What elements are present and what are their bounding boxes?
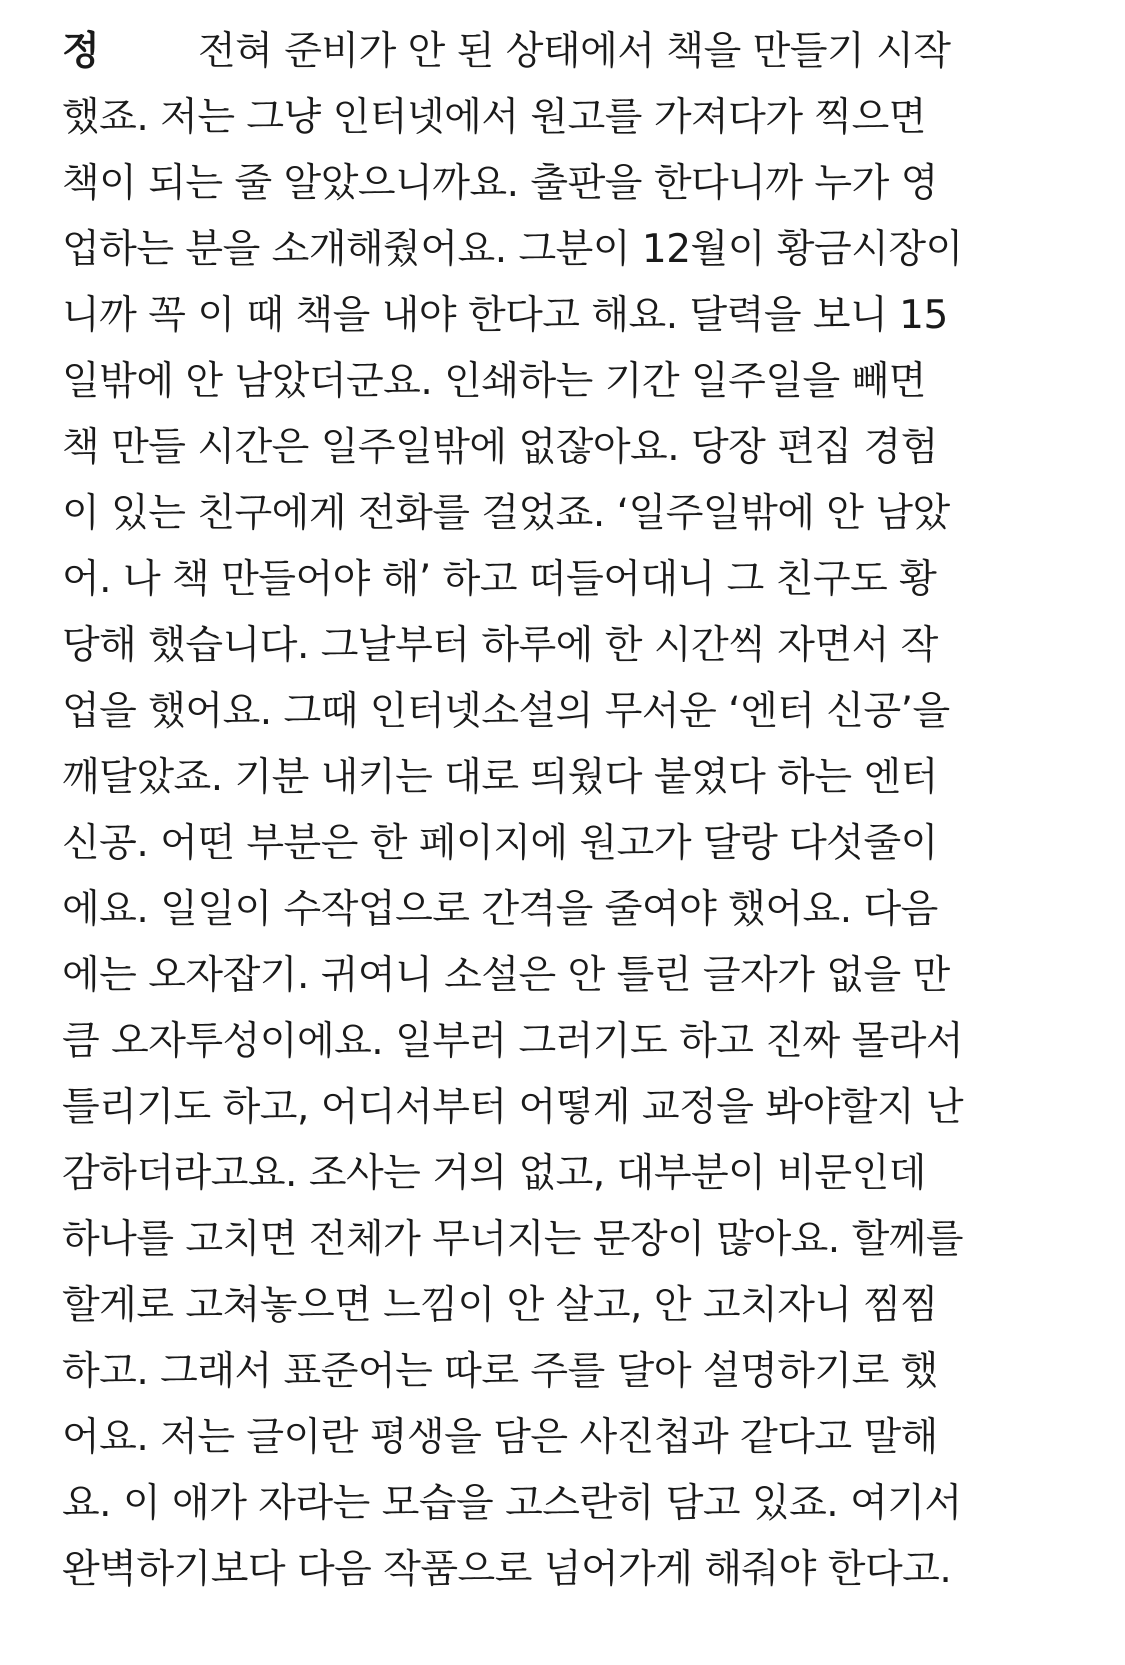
line-text: 전혀 준비가 안 된 상태에서 책을 만들기 시작 xyxy=(198,29,951,74)
text-line: 니까 꼭 이 때 책을 내야 한다고 해요. 달력을 보니 15 xyxy=(62,293,948,338)
text-line: 당해 했습니다. 그날부터 하루에 한 시간씩 자면서 작 xyxy=(62,623,938,668)
document-page xyxy=(62,0,1072,1665)
text-line: 완벽하기보다 다음 작품으로 넘어가게 해줘야 한다고. xyxy=(62,1547,952,1592)
text-line: 요. 이 애가 자라는 모습을 고스란히 담고 있죠. 여기서 xyxy=(62,1481,962,1526)
text-line: 할게로 고쳐놓으면 느낌이 안 살고, 안 고치자니 찜찜 xyxy=(62,1283,938,1328)
text-line: 감하더라고요. 조사는 거의 없고, 대부분이 비문인데 xyxy=(62,1151,926,1196)
text-line: 하나를 고치면 전체가 무너지는 문장이 많아요. 할께를 xyxy=(62,1217,964,1262)
text-line: 하고. 그래서 표준어는 따로 주를 달아 설명하기로 했 xyxy=(62,1349,938,1394)
text-line xyxy=(62,19,950,85)
text-line: 어요. 저는 글이란 평생을 담은 사진첩과 같다고 말해 xyxy=(62,1415,938,1460)
text-line: 책 만들 시간은 일주일밖에 없잖아요. 당장 편집 경험 xyxy=(62,425,938,470)
text-line: 깨달았죠. 기분 내키는 대로 띄웠다 붙였다 하는 엔터 xyxy=(62,755,938,800)
text-line: 책이 되는 줄 알았으니까요. 출판을 한다니까 누가 영 xyxy=(62,161,938,206)
text-line: 업을 했어요. 그때 인터넷소설의 무서운 ‘엔터 신공’을 xyxy=(62,689,950,734)
text-line: 틀리기도 하고, 어디서부터 어떻게 교정을 봐야할지 난 xyxy=(62,1085,964,1130)
speaker-label: 정 xyxy=(62,29,100,74)
text-line: 신공. 어떤 부분은 한 페이지에 원고가 달랑 다섯줄이 xyxy=(62,821,938,866)
text-line: 에는 오자잡기. 귀여니 소설은 안 틀린 글자가 없을 만 xyxy=(62,953,950,998)
text-line: 일밖에 안 남았더군요. 인쇄하는 기간 일주일을 빼면 xyxy=(62,359,926,404)
text-line: 업하는 분을 소개해줬어요. 그분이 12월이 황금시장이 xyxy=(62,227,963,272)
text-line: 했죠. 저는 그냥 인터넷에서 원고를 가져다가 찍으면 xyxy=(62,95,926,140)
text-line: 이 있는 친구에게 전화를 걸었죠. ‘일주일밖에 안 남았 xyxy=(62,491,950,536)
text-line: 어. 나 책 만들어야 해’ 하고 떠들어대니 그 친구도 황 xyxy=(62,557,937,602)
text-line: 큼 오자투성이에요. 일부러 그러기도 하고 진짜 몰라서 xyxy=(62,1019,964,1064)
text-line: 에요. 일일이 수작업으로 간격을 줄여야 했어요. 다음 xyxy=(62,887,938,932)
